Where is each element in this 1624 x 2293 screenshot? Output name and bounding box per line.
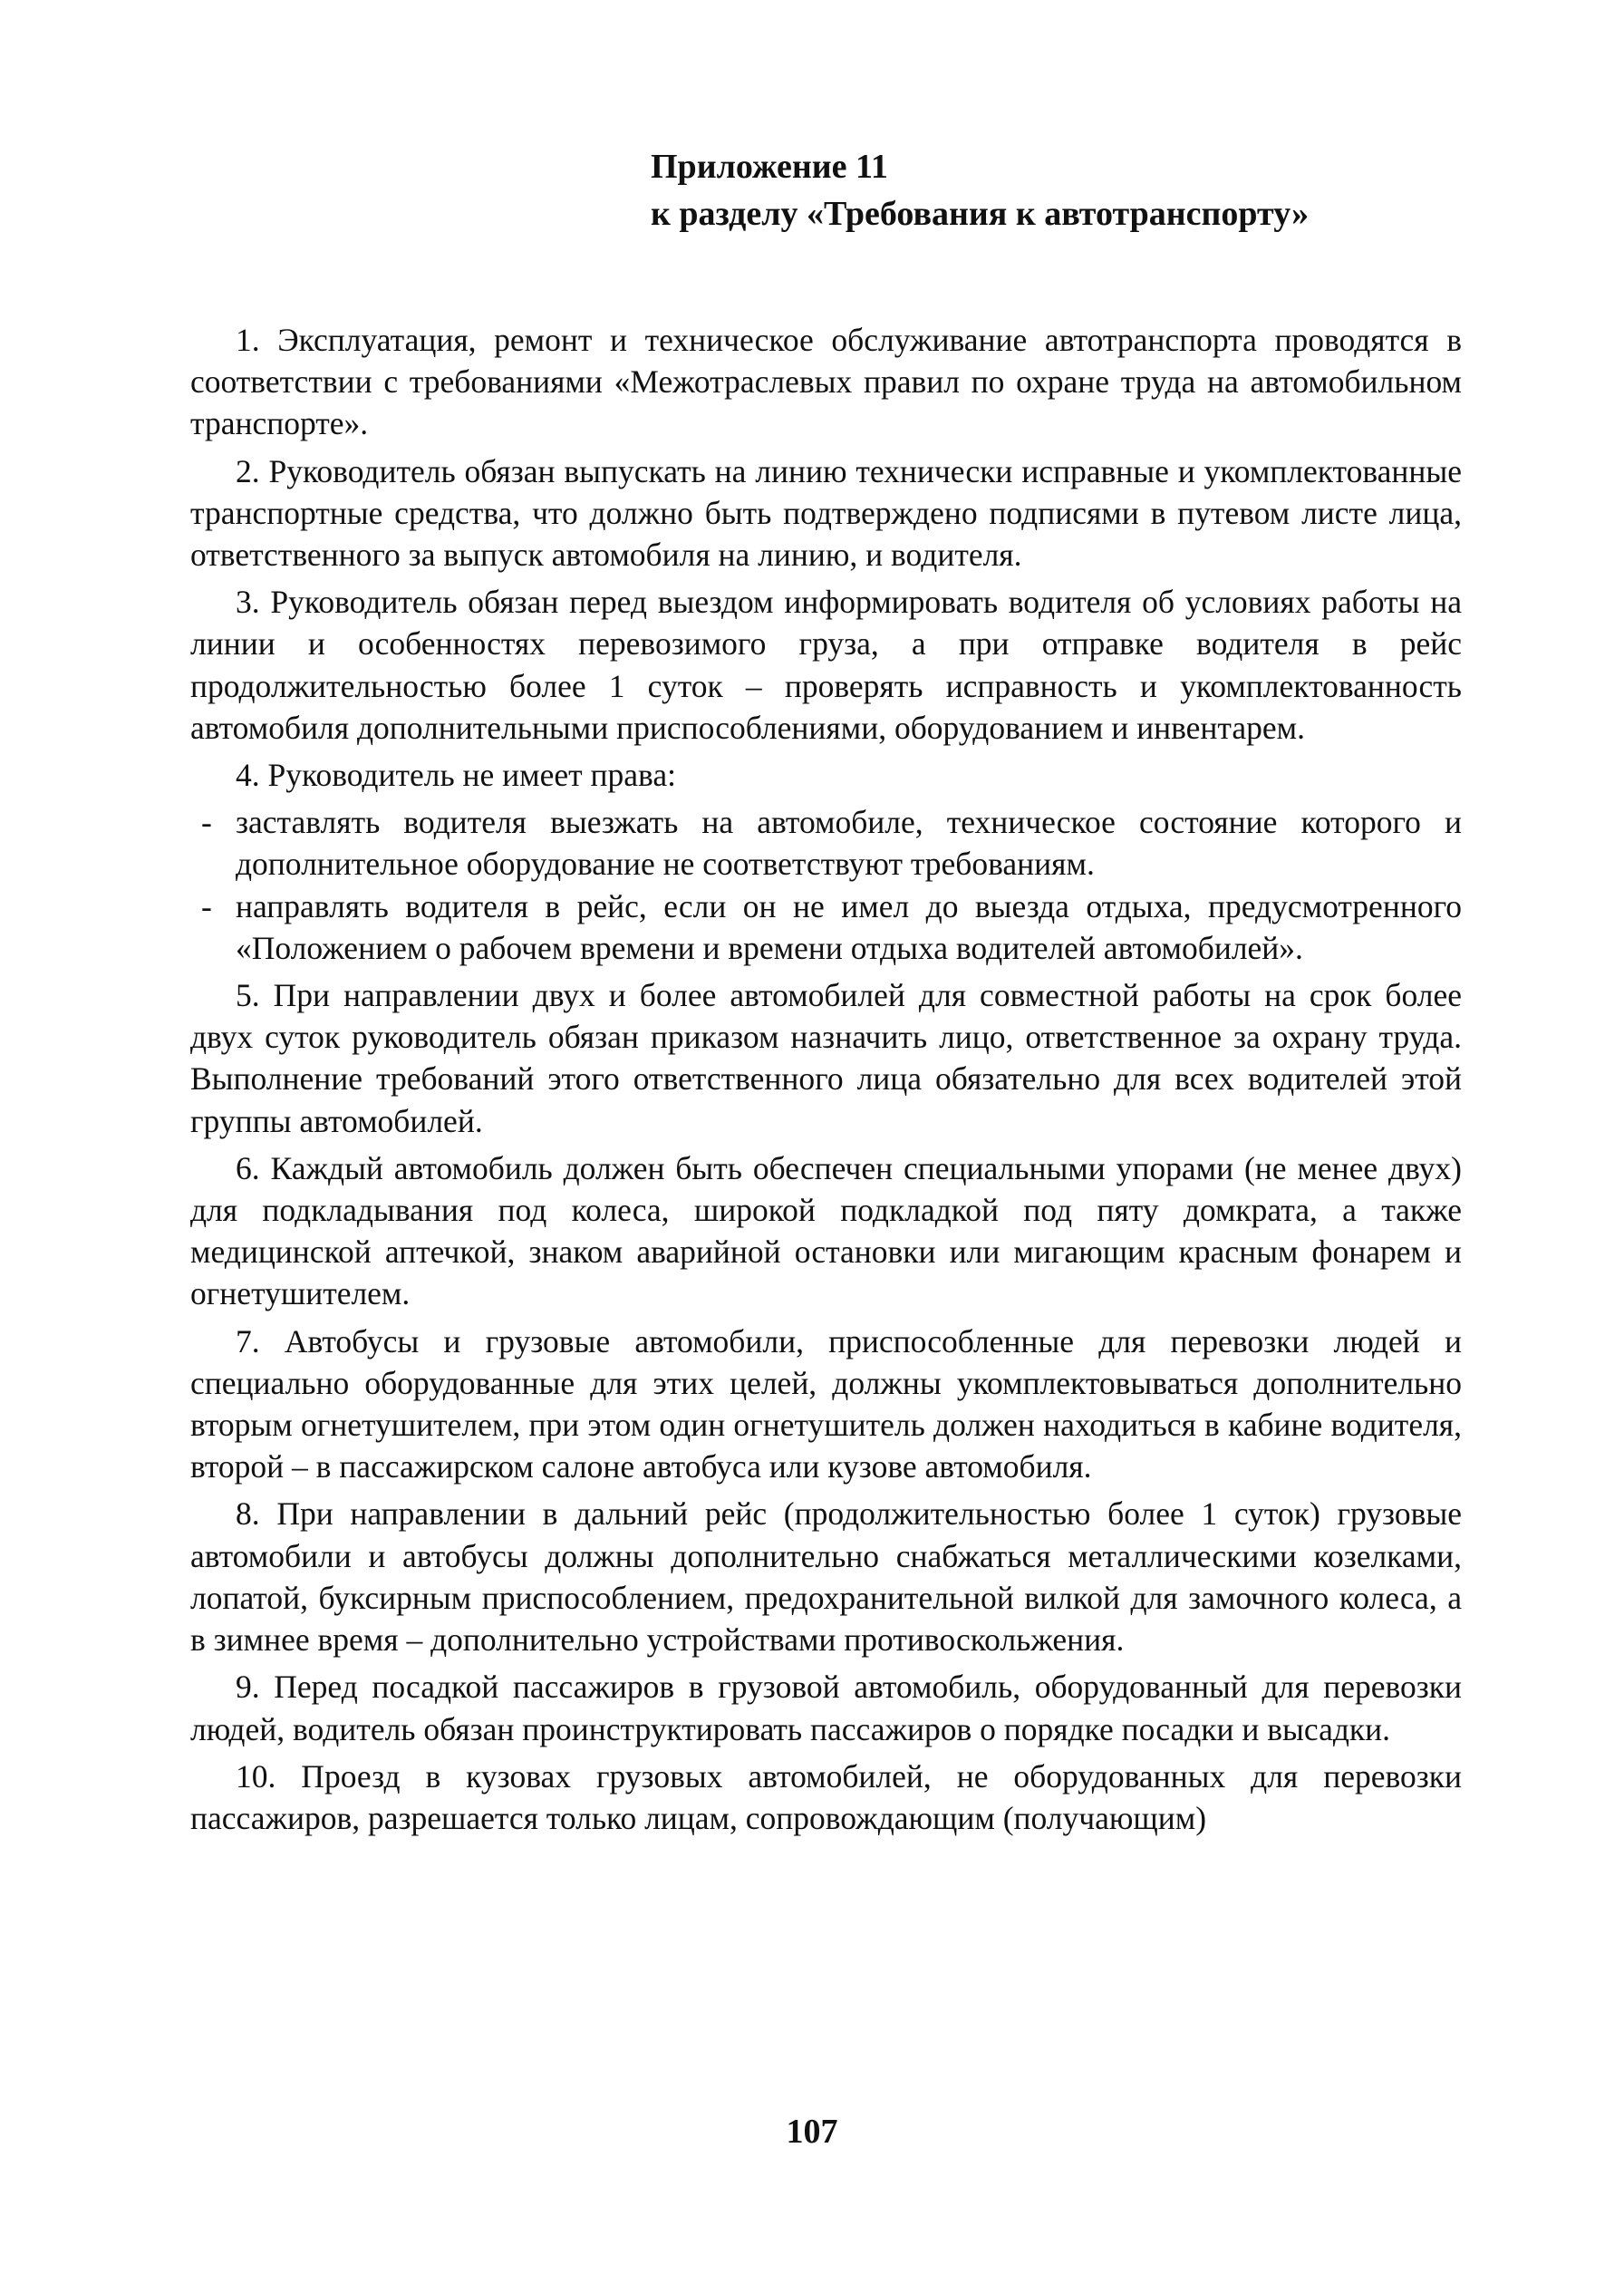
document-body <box>190 319 1462 1844</box>
paragraph-1: 1. Эксплуатация, ремонт и техническое обслуживание автотранспорта проводятся в соответствии с требованиями «Межотраслевых правил по охране труда на автомобильном транспорте». <box>190 322 1462 442</box>
appendix-subtitle: к разделу «Требования к автотранспорту» <box>651 195 1310 233</box>
paragraph-9: 9. Перед посадкой пассажиров в грузовой автомобиль, оборудованный для перевозки людей, водитель обязан проинструктировать пассажиров о порядке посадки и высадки. <box>190 1669 1462 1747</box>
paragraph-3: 3. Руководитель обязан перед выездом информировать водителя об условиях работы на линии и особенностях перевозимого груза, а при отправке водителя в рейс продолжительностью более 1 суток – проверять исправность и укомплектованность автомобиля дополнительными приспособлениями, оборудованием и инвентарем. <box>190 584 1462 746</box>
paragraph-6: 6. Каждый автомобиль должен быть обеспечен специальными упорами (не менее двух) для подкладывания под колеса, широкой подкладкой под пяту домкрата, а также медицинской аптечкой, знаком аварийной остановки или мигающим красным фонарем и огнетушителем. <box>190 1149 1462 1312</box>
paragraph-2: 2. Руководитель обязан выпускать на линию технически исправные и укомплектованные транспортные средства, что должно быть подтверждено подписями в путевом листе лица, ответственного за выпуск автомобиля на линию, и водителя. <box>190 452 1462 574</box>
paragraph-4: 4. Руководитель не имеет права: <box>236 757 676 794</box>
paragraph-10: 10. Проезд в кузовах грузовых автомобилей, не оборудованных для перевозки пассажиров, разрешается только лицам, сопровождающим (получающим) <box>190 1757 1462 1836</box>
list-item-text: заставлять водителя выезжать на автомобиле, техническое состояние которого и дополнительное оборудование не соответствуют требованиям. <box>236 804 1462 883</box>
list-item-text: направлять водителя в рейс, если он не имел до выезда отдыха, предусмотренного «Положением о рабочем времени и времени отдыха водителей автомобилей». <box>236 887 1462 966</box>
appendix-title: Приложение 11 <box>651 148 888 186</box>
list-item <box>190 885 1462 969</box>
paragraph-5: 5. При направлении двух и более автомобилей для совместной работы на срок более двух суток руководитель обязан приказом назначить лицо, ответственное за охрану труда. Выполнение требований этого ответственного лица обязательно для всех водителей этой группы автомобилей. <box>190 977 1462 1139</box>
list-item <box>190 801 1462 885</box>
paragraph-7: 7. Автобусы и грузовые автомобили, приспособленные для перевозки людей и специально оборудованные для этих целей, должны укомплектовываться дополнительно вторым огнетушителем, при этом один огнетушитель должен находиться в кабине водителя, второй – в пассажирском салоне автобуса или кузове автомобиля. <box>190 1322 1462 1485</box>
prohibitions-list <box>190 801 1462 969</box>
dash-bullet: - <box>201 887 212 924</box>
dash-bullet: - <box>201 804 212 841</box>
paragraph-8: 8. При направлении в дальний рейс (продолжительностью более 1 суток) грузовые автомобили и автобусы должны дополнительно снабжаться металлическими козелками, лопатой, буксирным приспособлением, предохранительной вилкой для замочного колеса, а в зимнее время – дополнительно устройствами противоскольжения. <box>190 1495 1462 1659</box>
page-number: 107 <box>786 2113 838 2151</box>
appendix-heading <box>651 143 1309 237</box>
